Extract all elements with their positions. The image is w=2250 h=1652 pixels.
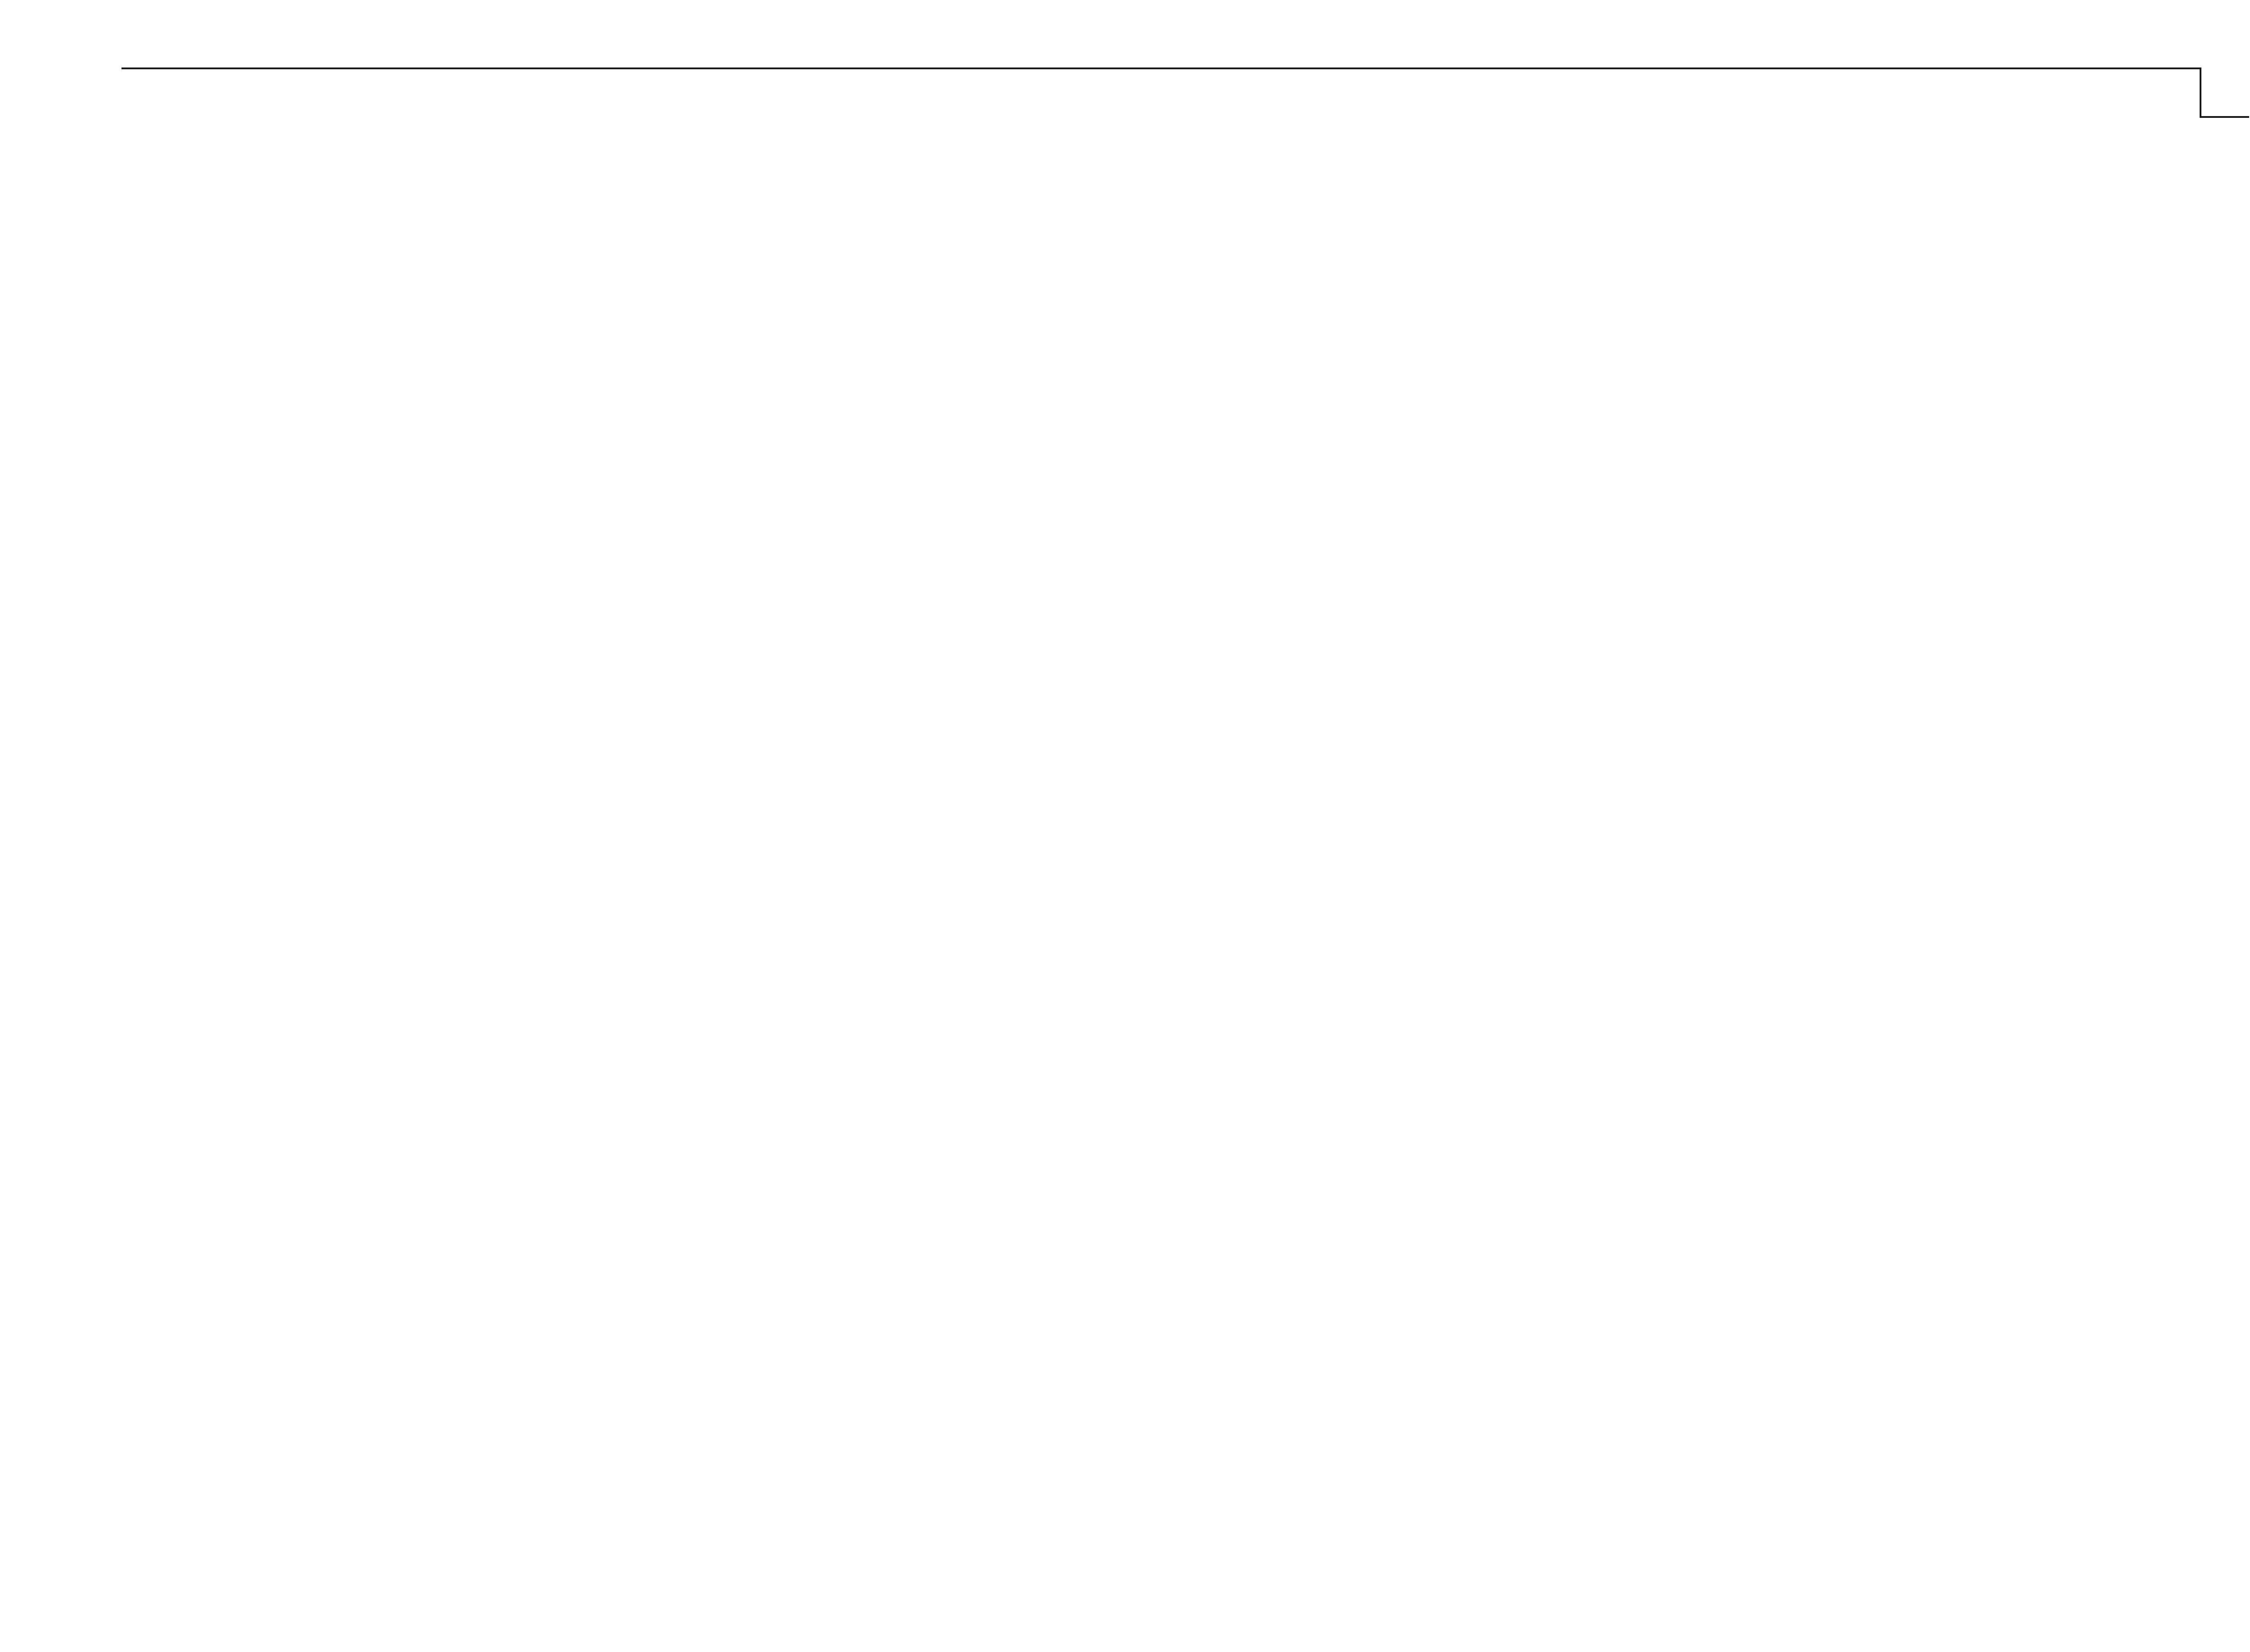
top-rule (122, 67, 2200, 69)
page-number-box-left (2200, 67, 2201, 117)
page-number-box-bottom (2200, 116, 2249, 118)
